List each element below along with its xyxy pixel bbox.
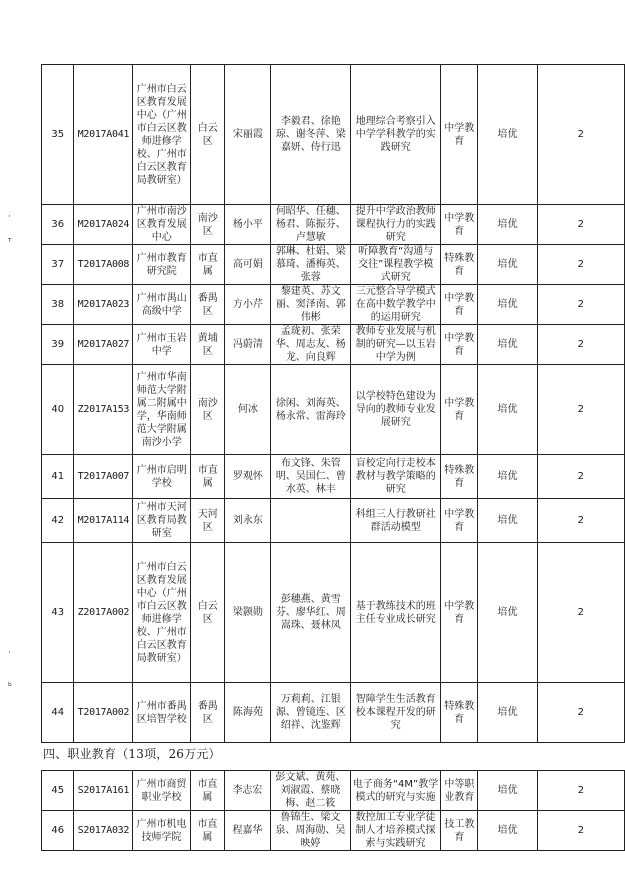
project-table-vocational xyxy=(41,770,625,851)
project-code: Z2017A153 xyxy=(74,365,133,455)
table-row xyxy=(42,285,625,325)
project-type: 培优 xyxy=(478,65,537,205)
project-title: 基于教练技术的班主任专业成长研究 xyxy=(351,543,441,683)
project-code: M2017A041 xyxy=(74,65,133,205)
project-leader: 刘永东 xyxy=(225,499,271,543)
district: 黄埔区 xyxy=(191,325,225,365)
team-members: 郭琳、杜娟、梁慕琦、潘梅英、张蓉 xyxy=(271,245,351,285)
project-leader: 宋丽霞 xyxy=(225,65,271,205)
education-stage: 中学教育 xyxy=(441,65,478,205)
project-leader: 方小芹 xyxy=(225,285,271,325)
project-title: 教师专业发展与机制的研究—以玉岩中学为例 xyxy=(351,325,441,365)
funding-amount: 2 xyxy=(537,811,624,851)
unit-name: 广州市白云区教育发展中心（广州市白云区教师进修学校、广州市白云区教育局教研室） xyxy=(133,543,191,683)
table-row xyxy=(42,771,625,811)
funding-amount: 2 xyxy=(537,245,624,285)
unit-name: 广州市禺山高级中学 xyxy=(133,285,191,325)
margin-mark: · xyxy=(8,648,11,658)
project-code: S2017A161 xyxy=(74,771,133,811)
funding-amount: 2 xyxy=(537,683,624,743)
row-number: 40 xyxy=(42,365,74,455)
project-type: 培优 xyxy=(478,771,537,811)
district: 市直属 xyxy=(191,455,225,499)
project-title: 地理综合考察引入中学学科教学的实践研究 xyxy=(351,65,441,205)
row-number: 43 xyxy=(42,543,74,683)
project-type: 培优 xyxy=(478,543,537,683)
table-row xyxy=(42,245,625,285)
team-members: 何昭华、任穗、杨君、陈振芬、卢慧敏 xyxy=(271,205,351,245)
project-leader: 冯蔚清 xyxy=(225,325,271,365)
project-title: 数控加工专业学徒制人才培养模式探索与实践研究 xyxy=(350,811,440,851)
project-leader: 程嘉华 xyxy=(225,811,271,851)
unit-name: 广州市机电技师学院 xyxy=(133,811,190,851)
project-code: S2017A032 xyxy=(74,811,133,851)
project-leader: 高可娟 xyxy=(225,245,271,285)
table-row xyxy=(42,205,625,245)
district: 市直属 xyxy=(190,811,224,851)
project-code: M2017A023 xyxy=(74,285,133,325)
project-title: 听障教育“沟通与交往”课程教学模式研究 xyxy=(351,245,441,285)
project-type: 培优 xyxy=(478,499,537,543)
team-members: 徐闲、刘海英、杨永常、雷海玲 xyxy=(271,365,351,455)
funding-amount: 2 xyxy=(537,771,624,811)
table-row xyxy=(42,65,625,205)
team-members: 黎建英、苏文丽、窦泽南、郭伟彬 xyxy=(271,285,351,325)
row-number: 37 xyxy=(42,245,74,285)
row-number: 35 xyxy=(42,65,74,205)
project-type: 培优 xyxy=(478,245,537,285)
table-row xyxy=(42,455,625,499)
funding-amount: 2 xyxy=(537,365,624,455)
project-type: 培优 xyxy=(478,285,537,325)
project-title: 提升中学政治教师课程执行力的实践研究 xyxy=(351,205,441,245)
education-stage: 中学教育 xyxy=(441,325,478,365)
table-row xyxy=(42,365,625,455)
project-leader: 何冰 xyxy=(225,365,271,455)
team-members: 孟珑初、张荣华、周志友、杨龙、向良辉 xyxy=(271,325,351,365)
unit-name: 广州市启明学校 xyxy=(133,455,191,499)
unit-name: 广州市玉岩中学 xyxy=(133,325,191,365)
row-number: 36 xyxy=(42,205,74,245)
team-members: 李毅君、徐艳琼、谢冬萍、梁嘉妍、侍行迅 xyxy=(271,65,351,205)
table-row xyxy=(42,325,625,365)
unit-name: 广州市商贸职业学校 xyxy=(133,771,190,811)
education-stage: 中等职业教育 xyxy=(441,771,478,811)
education-stage: 中学教育 xyxy=(441,365,478,455)
project-type: 培优 xyxy=(478,205,537,245)
funding-amount: 2 xyxy=(537,543,624,683)
district: 番禺区 xyxy=(191,683,225,743)
project-title: 盲校定向行走校本教材与教学策略的研究 xyxy=(351,455,441,499)
district: 南沙区 xyxy=(191,365,225,455)
row-number: 41 xyxy=(42,455,74,499)
section-heading-vocational: 四、职业教育（13项，26万元） xyxy=(43,747,221,761)
project-code: T2017A007 xyxy=(74,455,133,499)
district: 白云区 xyxy=(191,65,225,205)
team-members: 万莉莉、江银源、曾镜连、区绍祥、沈鉴辉 xyxy=(271,683,351,743)
education-stage: 特殊教育 xyxy=(441,455,478,499)
unit-name: 广州市番禺区培智学校 xyxy=(133,683,191,743)
unit-name: 广州市白云区教育发展中心（广州市白云区教师进修学校、广州市白云区教育局教研室） xyxy=(133,65,191,205)
funding-amount: 2 xyxy=(537,205,624,245)
row-number: 42 xyxy=(42,499,74,543)
project-title: 科组三人行教研社群活动模型 xyxy=(351,499,441,543)
district: 南沙区 xyxy=(191,205,225,245)
district: 市直属 xyxy=(190,771,224,811)
team-members: 彭穗燕、黄雪芬、廖华红、周嵩珠、聂林凤 xyxy=(271,543,351,683)
project-type: 培优 xyxy=(478,455,537,499)
project-leader: 梁颢勋 xyxy=(225,543,271,683)
education-stage: 特殊教育 xyxy=(441,683,478,743)
project-type: 培优 xyxy=(478,325,537,365)
table-row xyxy=(42,499,625,543)
table-row xyxy=(42,811,625,851)
row-number: 44 xyxy=(42,683,74,743)
row-number: 45 xyxy=(42,771,74,811)
row-number: 38 xyxy=(42,285,74,325)
project-title: 三元整合导学模式在高中数学教学中的运用研究 xyxy=(351,285,441,325)
education-stage: 中学教育 xyxy=(441,205,478,245)
funding-amount: 2 xyxy=(537,65,624,205)
project-title: 以学校特色建设为导向的教师专业发展研究 xyxy=(351,365,441,455)
district: 市直属 xyxy=(191,245,225,285)
unit-name: 广州市教育研究院 xyxy=(133,245,191,285)
row-number: 39 xyxy=(42,325,74,365)
education-stage: 中学教育 xyxy=(441,499,478,543)
margin-mark: ᵇ xyxy=(8,682,12,692)
project-code: Z2017A002 xyxy=(74,543,133,683)
table-row xyxy=(42,683,625,743)
district: 天河区 xyxy=(191,499,225,543)
unit-name: 广州市华南师范大学附属二附属中学，华南师范大学附属南沙小学 xyxy=(133,365,191,455)
team-members: 布文锋、朱管明、吴国仁、曾水英、林丰 xyxy=(271,455,351,499)
funding-amount: 2 xyxy=(537,285,624,325)
team-members: 鲁锦生、梁文泉、周海勋、吴映婷 xyxy=(270,811,350,851)
project-type: 培优 xyxy=(478,683,537,743)
district: 白云区 xyxy=(191,543,225,683)
district: 番禺区 xyxy=(191,285,225,325)
project-table-top xyxy=(41,64,625,743)
team-members xyxy=(271,499,351,543)
project-leader: 杨小平 xyxy=(225,205,271,245)
project-code: T2017A008 xyxy=(74,245,133,285)
project-title: 智障学生生活教育校本课程开发的研究 xyxy=(351,683,441,743)
unit-name: 广州市天河区教育局教研室 xyxy=(133,499,191,543)
project-leader: 罗观怀 xyxy=(225,455,271,499)
margin-mark: · xyxy=(8,212,11,222)
project-leader: 李志宏 xyxy=(225,771,271,811)
education-stage: 中学教育 xyxy=(441,285,478,325)
project-code: T2017A002 xyxy=(74,683,133,743)
team-members: 彭文斌、黄苑、刘淑霞、蔡晓梅、赵二筱 xyxy=(270,771,350,811)
row-number: 46 xyxy=(42,811,74,851)
project-code: M2017A024 xyxy=(74,205,133,245)
education-stage: 中学教育 xyxy=(441,543,478,683)
funding-amount: 2 xyxy=(537,499,624,543)
funding-amount: 2 xyxy=(537,325,624,365)
project-type: 培优 xyxy=(478,365,537,455)
education-stage: 技工教育 xyxy=(441,811,478,851)
table-row xyxy=(42,543,625,683)
project-type: 培优 xyxy=(478,811,537,851)
unit-name: 广州市南沙区教育发展中心 xyxy=(133,205,191,245)
funding-amount: 2 xyxy=(537,455,624,499)
project-code: M2017A027 xyxy=(74,325,133,365)
project-leader: 陈海苑 xyxy=(225,683,271,743)
margin-mark: ᵀ xyxy=(8,238,12,248)
project-code: M2017A114 xyxy=(74,499,133,543)
education-stage: 特殊教育 xyxy=(441,245,478,285)
project-title: 电子商务“4M”教学模式的研究与实施 xyxy=(350,771,440,811)
